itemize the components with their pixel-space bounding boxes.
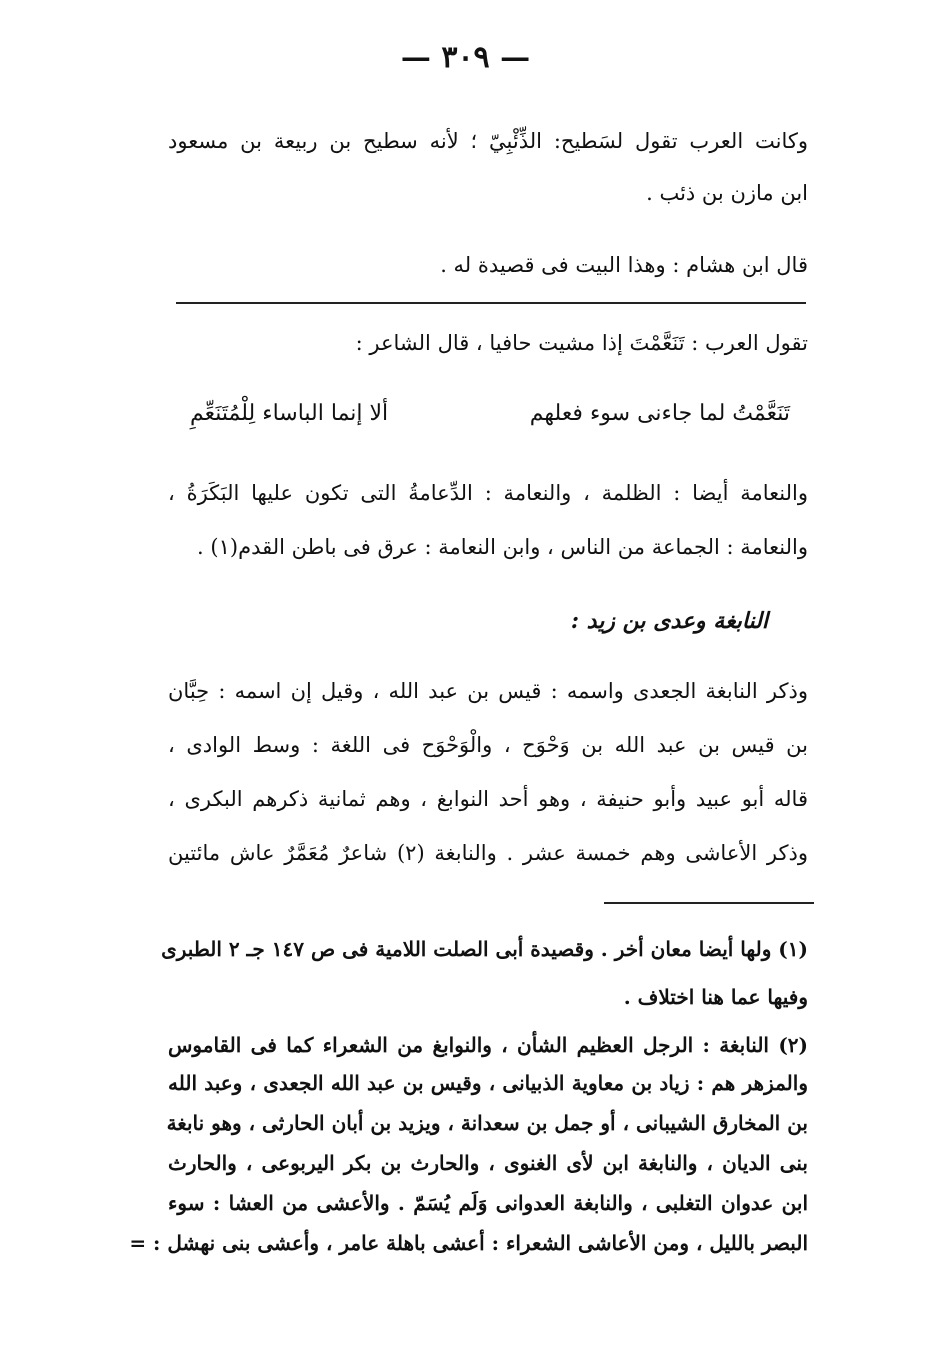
- footnote-line: ابن عدوان التغلبى ، والنابغة العدوانى وَلَم يُسَمّ . والأعشى من العشا : سوء: [168, 1191, 808, 1215]
- footnote-line: (٢) النابغة : الرجل العظيم الشأن ، والنوابغ من الشعراء كما فى القاموس: [168, 1033, 808, 1057]
- commentary-line: والنعامة أيضا : الظلمة ، والنعامة : الدِّعامةُ التى تكون عليها البَكَرَةُ ،: [168, 481, 808, 505]
- footnote-line: والمزهر هم : زياد بن معاوية الذبيانى ، وقيس بن عبد الله الجعدى ، وعبد الله: [168, 1071, 808, 1095]
- section-divider: [176, 302, 806, 304]
- main-text-line: ابن مازن بن ذئب .: [646, 181, 808, 205]
- main-text-line: وكانت العرب تقول لسَطيح: الذِّئْبِيّ ؛ لأنه سطيح بن ربيعة بن مسعود: [168, 129, 808, 153]
- footnote-line: بن المخارق الشيبانى ، أو جمل بن سعدانة ، ويزيد بن أبان الحارثى ، وهو نابغة: [166, 1111, 808, 1135]
- verse-hemistich-second: ألا إنما الباساء لِلْمُتَنَعِّمِ: [190, 401, 389, 426]
- footnote-line: (١) ولها أيضا معان أخر . وقصيدة أبى الصلت اللامية فى ص ١٤٧ جـ ٢ الطبرى: [161, 937, 808, 961]
- main-text-line: قال ابن هشام : وهذا البيت فى قصيدة له .: [440, 253, 808, 277]
- commentary-intro: تقول العرب : تَنَعَّمْتَ إذا مشيت حافيا ، قال الشاعر :: [355, 331, 808, 355]
- poetry-verse: [190, 396, 790, 432]
- footnote-divider: [604, 902, 814, 904]
- section-line: وذكر الأعاشى وهم خمسة عشر . والنابغة (٢) شاعرٌ مُعَمَّرٌ عاش مائتين: [168, 841, 809, 865]
- section-heading: النابغة وعدى بن زيد :: [570, 608, 768, 634]
- commentary-line: والنعامة : الجماعة من الناس ، وابن النعامة : عرق فى باطن القدم(١) .: [197, 535, 808, 559]
- section-line: وذكر النابغة الجعدى واسمه : قيس بن عبد الله ، وقيل إن اسمه : حِبَّان: [168, 679, 808, 703]
- section-line: قاله أبو عبيد وأبو حنيفة ، وهو أحد النوابغ ، وهم ثمانية ذكرهم البكرى ،: [168, 787, 808, 811]
- page-number: — ٣٠٩ —: [400, 40, 531, 75]
- footnote-line: بنى الديان ، والنابغة ابن لأى الغنوى ، والحارث بن بكر اليربوعى ، والحارث: [168, 1151, 808, 1175]
- footnote-line: وفيها عما هنا اختلاف .: [623, 985, 808, 1009]
- footnote-line: البصر بالليل ، ومن الأعاشى الشعراء : أعشى باهلة عامر ، وأعشى بنى نهشل : =: [129, 1231, 808, 1255]
- verse-hemistich-first: تَنَعَّمْتُ لما جاءنى سوء فعلهم: [529, 401, 790, 426]
- section-line: بن قيس بن عبد الله بن وَحْوَح ، والْوَحْوَح فى اللغة : وسط الوادى ،: [168, 733, 808, 757]
